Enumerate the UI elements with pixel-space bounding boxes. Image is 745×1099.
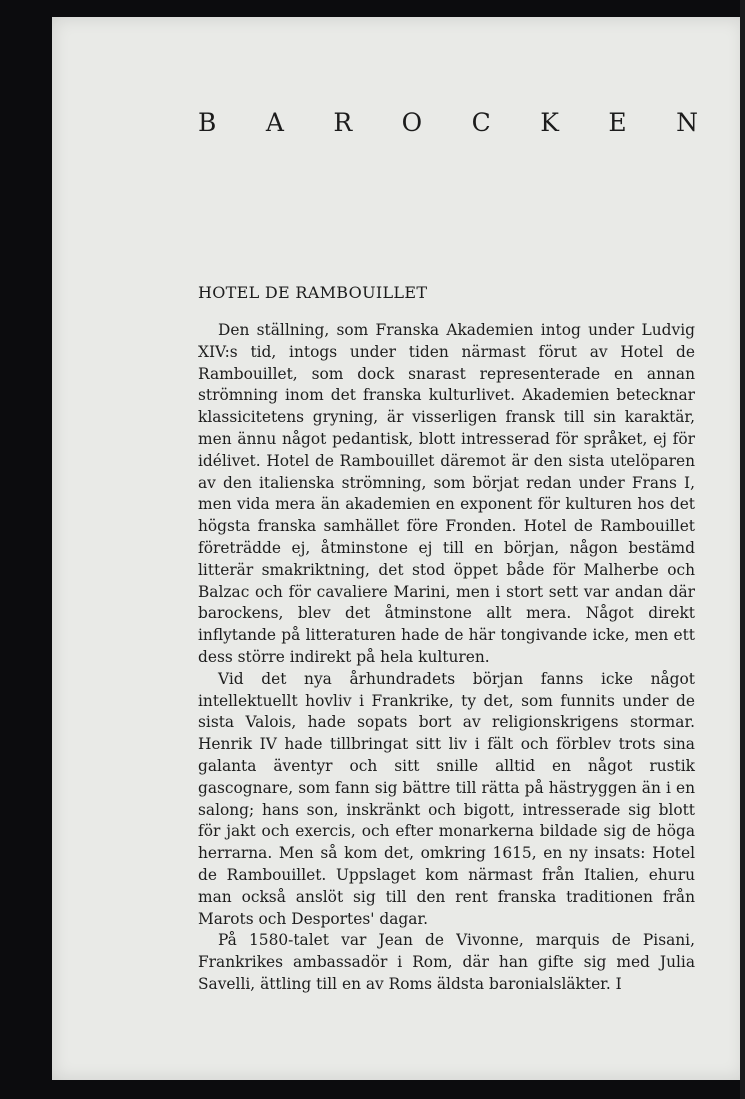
running-head [198, 108, 698, 137]
running-head-letter: C [471, 108, 491, 137]
running-head-letter: A [265, 108, 284, 137]
running-head-letter: R [333, 108, 353, 137]
running-head-letter: E [608, 108, 627, 137]
body-text [198, 320, 695, 996]
section-title: HOTEL DE RAMBOUILLET [198, 283, 428, 302]
running-head-letter: B [198, 108, 217, 137]
running-head-letter: K [540, 108, 559, 137]
running-head-letter: N [676, 108, 698, 137]
paragraph: Den ställning, som Franska Akademien intog under Ludvig XIV:s tid, intogs under tiden närmast förut av Hotel de Rambouillet, som dock snarast representerade en annan strömning inom det franska kulturlivet. Akademien betecknar klassicitetens gryning, är visserligen fransk till sin karaktär, men ännu något pedantisk, blott intresserad för språket, ej för idélivet. Hotel de Rambouillet däremot är den sista utelöparen av den italienska strömning, som börjat redan under Frans I, men vida mera än akademien en exponent för kulturen hos det högsta franska samhället före Fronden. Hotel de Rambouillet företrädde ej, åtminstone ej till en början, någon bestämd litterär smakriktning, det stod öppet både för Malherbe och Balzac och för cavaliere Marini, men i stort sett var andan där barockens, blev det åtminstone allt mera. Något direkt inflytande på litteraturen hade de här tongivande icke, men ett dess större indirekt på hela kulturen. [198, 321, 695, 666]
paragraph: På 1580-talet var Jean de Vivonne, marquis de Pisani, Frankrikes ambassadör i Rom, där han gifte sig med Julia Savelli, ättling till en av Roms äldsta baronialsläkter. I [198, 931, 695, 993]
running-head-letter: O [401, 108, 423, 137]
paragraph: Vid det nya århundradets början fanns icke något intellektuellt hovliv i Frankrike, ty det, som funnits under de sista Valois, hade sopats bort av religionskrigens stormar. Henrik IV hade tillbringat sitt liv i fält och förblev trots sina galanta äventyr och sitt snille alltid en något rustik gascognare, som fann sig bättre till rätta på hästryggen än i en salong; hans son, inskränkt och bigott, intresserade sig blott för jakt och exercis, och efter monarkerna bildade sig de höga herrarna. Men så kom det, omkring 1615, en ny insats: Hotel de Rambouillet. Uppslaget kom närmast från Italien, ehuru man också anslöt sig till den rent franska traditionen från Marots och Desportes' dagar. [198, 669, 695, 928]
page-edge-shadow [740, 0, 745, 1099]
